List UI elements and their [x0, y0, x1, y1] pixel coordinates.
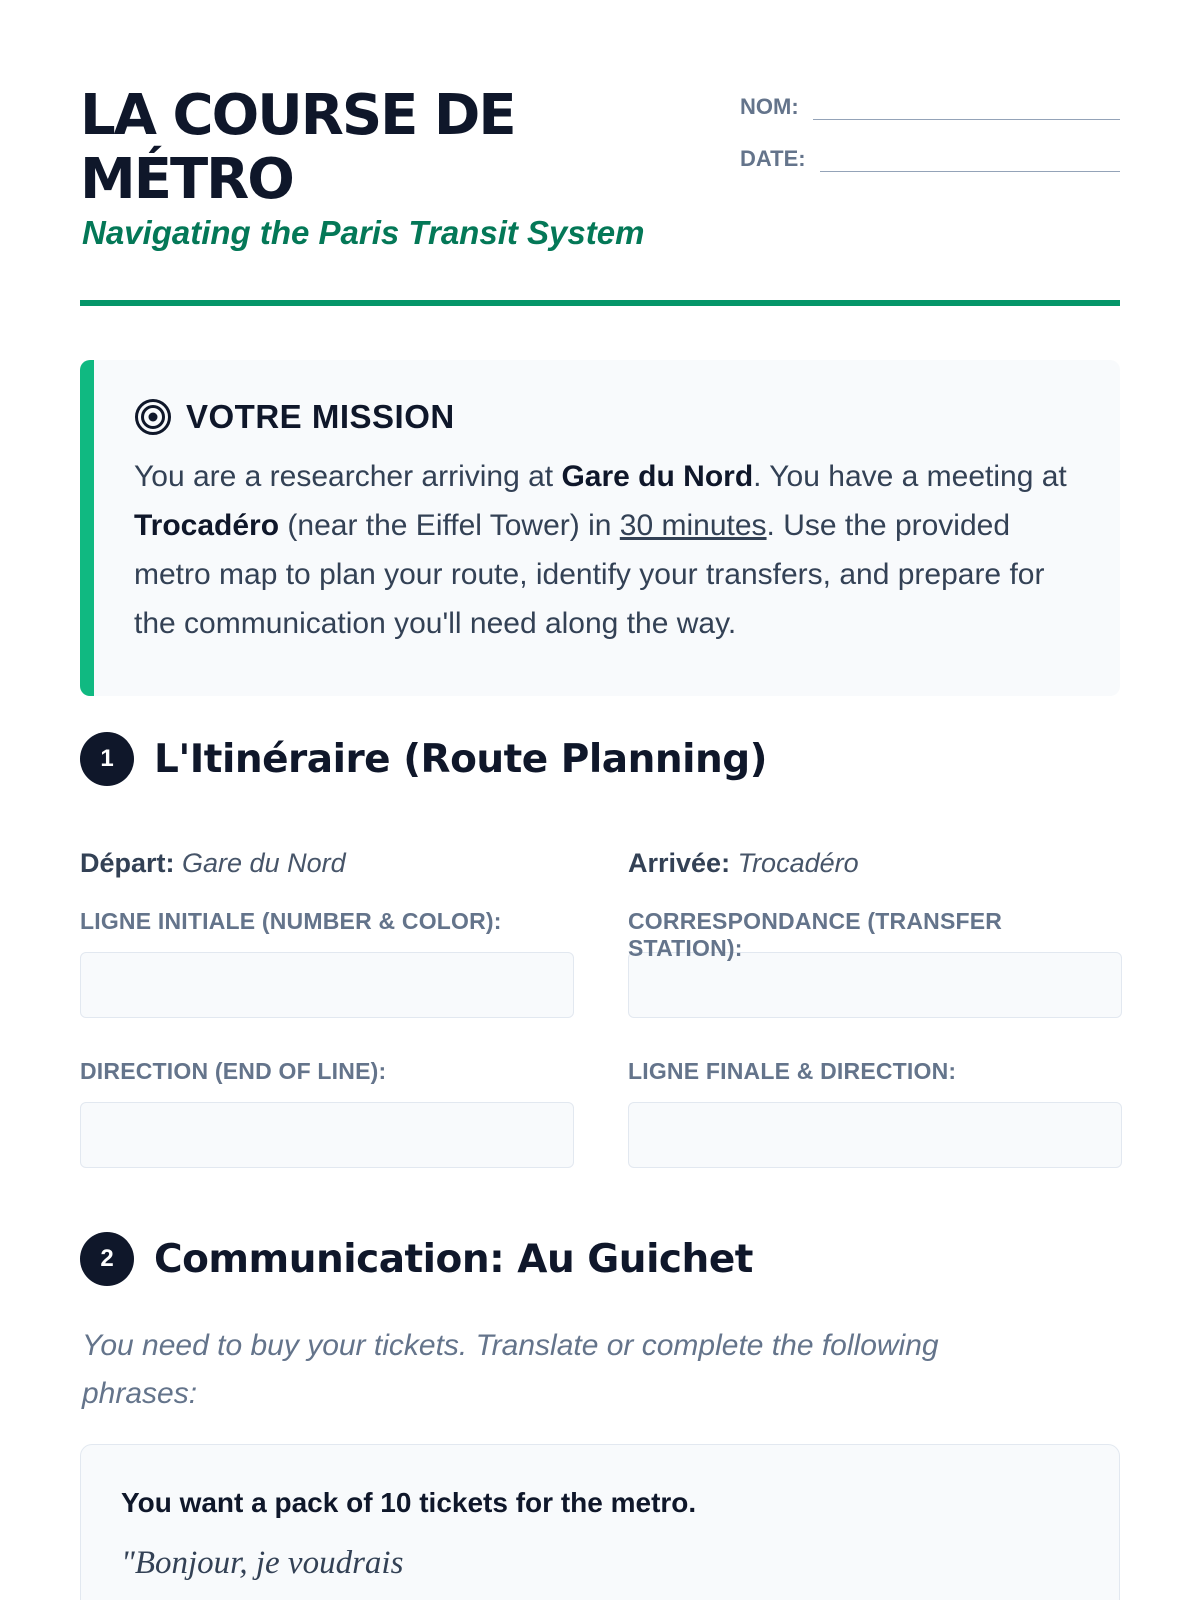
direction-input[interactable] [80, 1102, 574, 1168]
mission-text-3: (near the Eiffel Tower) in [279, 509, 620, 542]
title-line-2: MÉTRO [80, 147, 293, 212]
phrase-card [80, 1444, 1120, 1600]
arrivee-line [628, 848, 1122, 888]
date-label: DATE: [740, 146, 806, 171]
mission-title: VOTRE MISSION [186, 398, 455, 435]
ligne-finale-label: LIGNE FINALE & DIRECTION: [628, 1058, 957, 1084]
ligne-finale-input[interactable] [628, 1102, 1122, 1168]
section-2-number: 2 [80, 1232, 134, 1286]
arrivee-label: Arrivée: [628, 848, 731, 878]
route-left-column [80, 848, 574, 1168]
mission-end-station: Trocadéro [134, 509, 280, 542]
phrase-starter[interactable]: "Bonjour, je voudrais [121, 1545, 404, 1581]
direction-label: DIRECTION (END OF LINE): [80, 1058, 387, 1084]
section-2-heading [80, 1232, 753, 1286]
target-icon [134, 398, 172, 436]
title-line-1: LA COURSE DE [80, 83, 515, 148]
mission-text-2: . You have a meeting at [753, 460, 1067, 493]
student-info [720, 84, 1120, 188]
section-1-number: 1 [80, 732, 134, 786]
mission-text-4: . Use the provided metro map to plan your route, identify your transfers, and prepare for the communication you'll need along the way. [134, 509, 1045, 640]
ligne-initiale-label: LIGNE INITIALE (NUMBER & COLOR): [80, 908, 502, 934]
arrivee-value: Trocadéro [737, 848, 859, 878]
correspondance-label: CORRESPONDANCE (TRANSFER STATION): [628, 908, 1003, 961]
phrase-prompt: You want a pack of 10 tickets for the metro. [121, 1487, 697, 1518]
communication-instructions: You need to buy your tickets. Translate or complete the following phrases: [82, 1329, 939, 1410]
route-right-column [628, 848, 1122, 1168]
section-1-title: L'Itinéraire (Route Planning) [154, 736, 767, 782]
mission-time-limit: 30 minutes [619, 509, 767, 542]
depart-label: Départ: [80, 848, 175, 878]
header-divider [80, 300, 1120, 306]
ligne-initiale-input[interactable] [80, 952, 574, 1018]
page-title [80, 84, 680, 212]
mission-heading [134, 398, 1082, 436]
name-row [720, 84, 1120, 120]
worksheet-header [80, 84, 1120, 304]
depart-line [80, 848, 574, 888]
page-subtitle: Navigating the Paris Transit System [82, 214, 645, 251]
mission-text-1: You are a researcher arriving at [134, 460, 562, 493]
section-2-title: Communication: Au Guichet [154, 1236, 753, 1282]
date-line[interactable] [820, 171, 1120, 172]
mission-description [134, 452, 1082, 648]
depart-value: Gare du Nord [182, 848, 346, 878]
date-row [720, 136, 1120, 172]
section-1-heading [80, 732, 767, 786]
mission-start-station: Gare du Nord [561, 460, 754, 493]
mission-box [80, 360, 1120, 696]
name-label: NOM: [740, 94, 799, 119]
name-line[interactable] [813, 119, 1120, 120]
